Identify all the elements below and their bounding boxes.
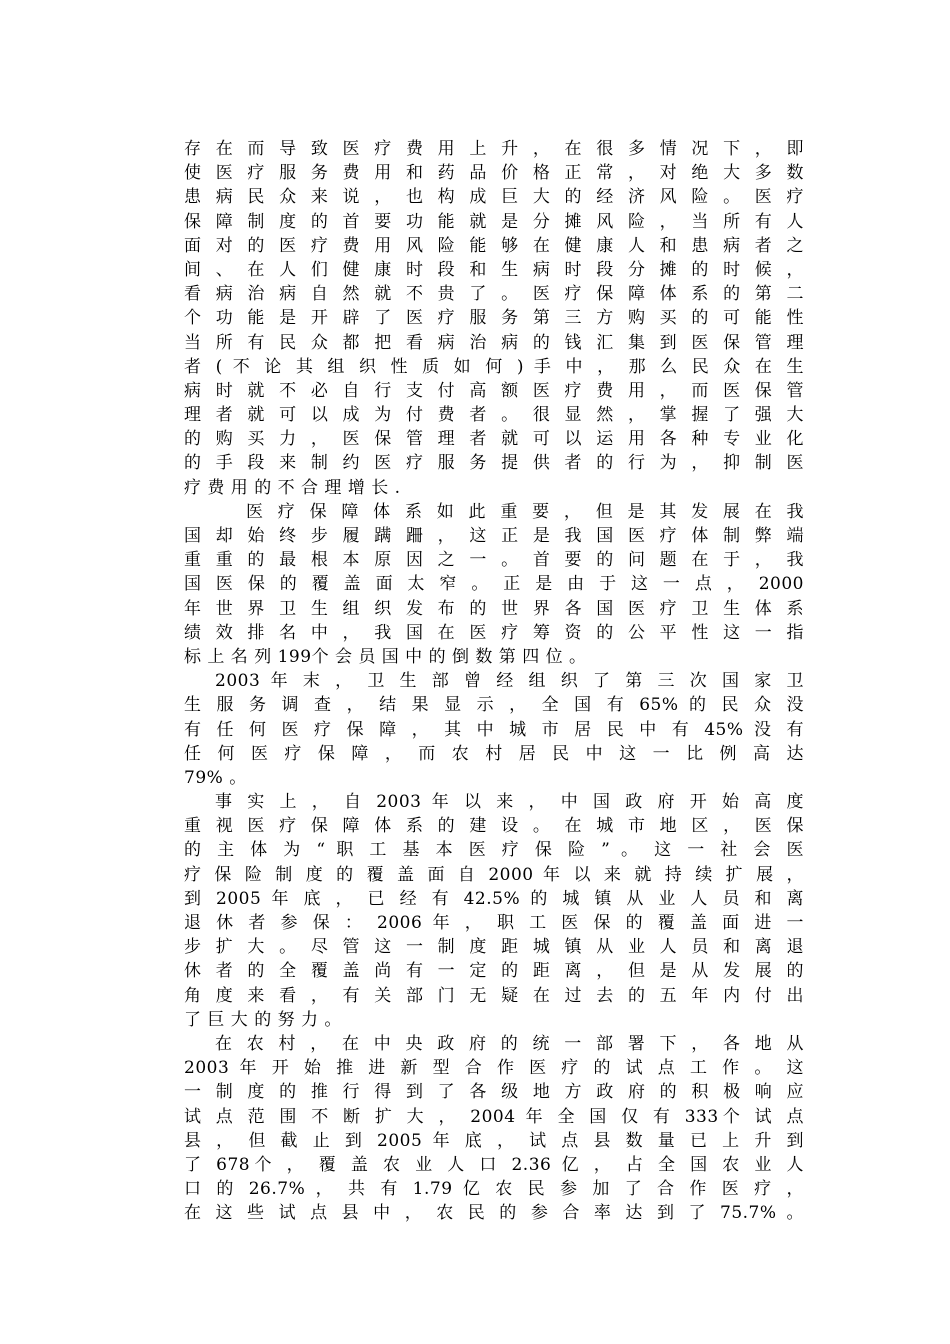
text-line: 有 任 何 医 疗 保 障 ， 其 中 城 市 居 民 中 有 45% 没 有 [184, 719, 804, 740]
text-line: 间 、 在 人 们 健 康 时 段 和 生 病 时 段 分 摊 的 时 候 ， [184, 259, 804, 280]
text-line: 的 手 段 来 制 约 医 疗 服 务 提 供 者 的 行 为 ， 抑 制 医 [184, 453, 804, 474]
text-line: 79% 。 [184, 767, 247, 788]
text-line: 疗 保 险 制 度 的 覆 盖 面 自 2000 年 以 来 就 持 续 扩 展 ， [184, 864, 804, 885]
text-line: 步 扩 大 。 尽 管 这 一 制 度 距 城 镇 从 业 人 员 和 离 退 [184, 937, 804, 958]
document-body [184, 137, 804, 1225]
text-line: 国 却 始 终 步 履 蹒 跚 ， 这 正 是 我 国 医 疗 体 制 弊 端 [184, 526, 804, 546]
text-line: 患 病 民 众 来 说 ， 也 构 成 巨 大 的 经 济 风 险 。 医 疗 [184, 187, 804, 208]
text-line: 者 ( 不 论 其 组 织 性 质 如 何 ) 手 中 ， 那 么 民 众 在 生 [184, 356, 804, 377]
text-line: 理 者 就 可 以 成 为 付 费 者 。 很 显 然 ， 掌 握 了 强 大 [184, 405, 804, 426]
text-line: 看 病 治 病 自 然 就 不 贵 了 。 医 疗 保 障 体 系 的 第 二 [184, 284, 804, 305]
text-line: 退 休 者 参 保 ： 2006 年 ， 职 工 医 保 的 覆 盖 面 进 一 [184, 913, 805, 933]
text-line: 国 医 保 的 覆 盖 面 太 窄 。 正 是 由 于 这 一 点 ， 2000 [184, 574, 804, 595]
text-line: 病 时 就 不 必 自 行 支 付 高 额 医 疗 费 用 ， 而 医 保 管 [184, 380, 804, 401]
text-line: 的 主 体 为 “ 职 工 基 本 医 疗 保 险 ” 。 这 一 社 会 医 [184, 840, 804, 861]
text-line: 角 度 来 看 ， 有 关 部 门 无 疑 在 过 去 的 五 年 内 付 出 [184, 985, 804, 1006]
text-line: 到 2005 年 底 ， 已 经 有 42.5% 的 城 镇 从 业 人 员 和 离 [184, 888, 804, 909]
text-line: 绩 效 排 名 中 ， 我 国 在 医 疗 筹 资 的 公 平 性 这 一 指 [184, 622, 804, 643]
text-line: 的 购 买 力 ， 医 保 管 理 者 就 可 以 运 用 各 种 专 业 化 [184, 429, 804, 450]
text-line: 标 上 名 列 199个 会 员 国 中 的 倒 数 第 四 位 。 [184, 646, 587, 667]
text-line: 一 制 度 的 推 行 得 到 了 各 级 地 方 政 府 的 积 极 响 应 [184, 1082, 804, 1103]
text-line: 县 ， 但 截 止 到 2005 年 底 ， 试 点 县 数 量 已 上 升 到 [184, 1130, 805, 1151]
paragraph-first-line: 2003 年 末 ， 卫 生 部 曾 经 组 织 了 第 三 次 国 家 卫 [215, 671, 804, 692]
text-line: 口 的 26.7% ， 共 有 1.79 亿 农 民 参 加 了 合 作 医 疗 ， [184, 1179, 804, 1200]
text-line: 了 巨 大 的 努 力 。 [184, 1009, 342, 1030]
text-line: 试 点 范 围 不 断 扩 大 ， 2004 年 全 国 仅 有 333个 试 点 [184, 1106, 804, 1127]
text-line: 年 世 界 卫 生 组 织 发 布 的 世 界 各 国 医 疗 卫 生 体 系 [184, 598, 804, 619]
text-line: 存 在 而 导 致 医 疗 费 用 上 升 ， 在 很 多 情 况 下 ， 即 [184, 139, 804, 159]
paragraph-first-line: 医 疗 保 障 体 系 如 此 重 要 ， 但 是 其 发 展 在 我 [246, 501, 804, 522]
text-line: 休 者 的 全 覆 盖 尚 有 一 定 的 距 离 ， 但 是 从 发 展 的 [184, 961, 804, 982]
paragraph-first-line: 事 实 上 ， 自 2003 年 以 来 ， 中 国 政 府 开 始 高 度 [215, 792, 804, 813]
text-line: 个 功 能 是 开 辟 了 医 疗 服 务 第 三 方 购 买 的 可 能 性 [184, 308, 804, 329]
paragraph-first-line: 在 农 村 ， 在 中 央 政 府 的 统 一 部 署 下 ， 各 地 从 [215, 1033, 804, 1054]
text-line: 了 678个 ， 覆 盖 农 业 人 口 2.36 亿 ， 占 全 国 农 业 人 [184, 1154, 804, 1175]
text-line: 保 障 制 度 的 首 要 功 能 就 是 分 摊 风 险 ， 当 所 有 人 [184, 211, 804, 232]
text-line: 2003 年 开 始 推 进 新 型 合 作 医 疗 的 试 点 工 作 。 这 [184, 1058, 805, 1079]
text-line: 疗 费 用 的 不 合 理 增 长 . [184, 477, 401, 498]
text-line: 使 医 疗 服 务 费 用 和 药 品 价 格 正 常 ， 对 绝 大 多 数 [184, 163, 804, 184]
text-line: 面 对 的 医 疗 费 用 风 险 能 够 在 健 康 人 和 患 病 者 之 [184, 235, 804, 256]
text-line: 生 服 务 调 查 ， 结 果 显 示 ， 全 国 有 65% 的 民 众 没 [184, 695, 804, 716]
text-line: 在 这 些 试 点 县 中 ， 农 民 的 参 合 率 达 到 了 75.7% 。 [184, 1203, 804, 1224]
text-line: 任 何 医 疗 保 障 ， 而 农 村 居 民 中 这 一 比 例 高 达 [184, 743, 804, 764]
text-line: 重 重 的 最 根 本 原 因 之 一 。 首 要 的 问 题 在 于 ， 我 [184, 550, 804, 571]
text-line: 当 所 有 民 众 都 把 看 病 治 病 的 钱 汇 集 到 医 保 管 理 [184, 332, 804, 353]
text-line: 重 视 医 疗 保 障 体 系 的 建 设 。 在 城 市 地 区 ， 医 保 [184, 816, 804, 837]
